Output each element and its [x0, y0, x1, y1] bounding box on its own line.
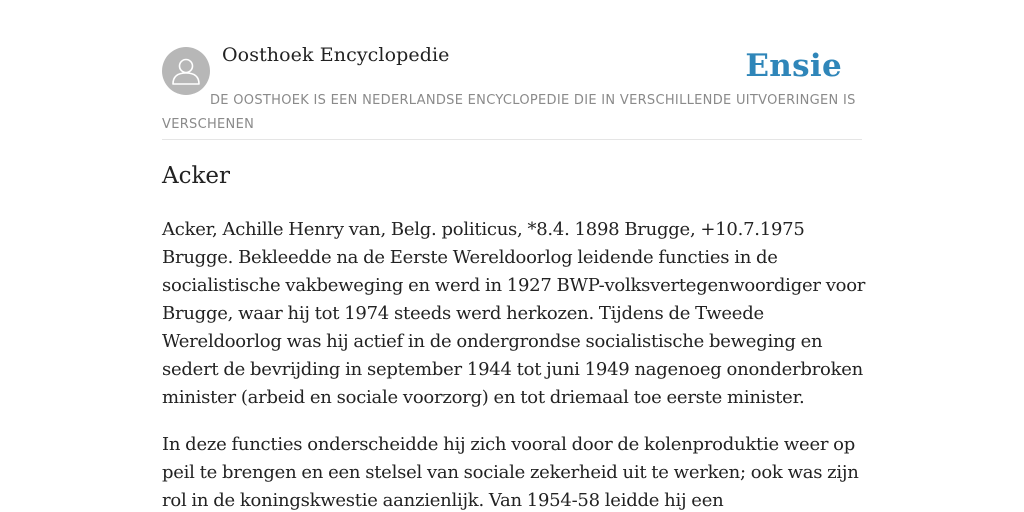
brand-logo[interactable]: Ensie	[745, 48, 842, 84]
content-column	[162, 0, 866, 511]
site-tagline: DE OOSTHOEK IS EEN NEDERLANDSE ENCYCLOPEDIE DIE IN VERSCHILLENDE UITVOERINGEN IS VERSCHENEN	[162, 93, 856, 132]
article-paragraph: In deze functies onderscheidde hij zich vooral door de kolenproduktie weer op peil te brengen en een stelsel van sociale zekerheid uit te werken; ook was zijn rol in de koningskwestie aanzienlijk. Van 1954-58 leidde hij een	[162, 434, 859, 511]
user-icon	[162, 47, 210, 95]
avatar[interactable]	[162, 47, 210, 95]
article-paragraph: Acker, Achille Henry van, Belg. politicus, *8.4. 1898 Brugge, +10.7.1975 Brugge. Bekleedde na de Eerste Wereldoorlog leidende functies in de socialistische vakbeweging en werd in 1927 BWP-volksvertegenwoordiger voor Brugge, waar hij tot 1974 steeds werd herkozen. Tijdens de Tweede Wereldoorlog was hij actief in de ondergrondse socialistische beweging en sedert de bevrijding in september 1944 tot juni 1949 nagenoeg ononderbroken minister (arbeid en sociale voorzorg) en tot driemaal toe eerste minister.	[162, 219, 866, 408]
header	[162, 0, 862, 140]
article-title: Acker	[162, 163, 231, 189]
site-title[interactable]: Oosthoek Encyclopedie	[222, 44, 450, 66]
